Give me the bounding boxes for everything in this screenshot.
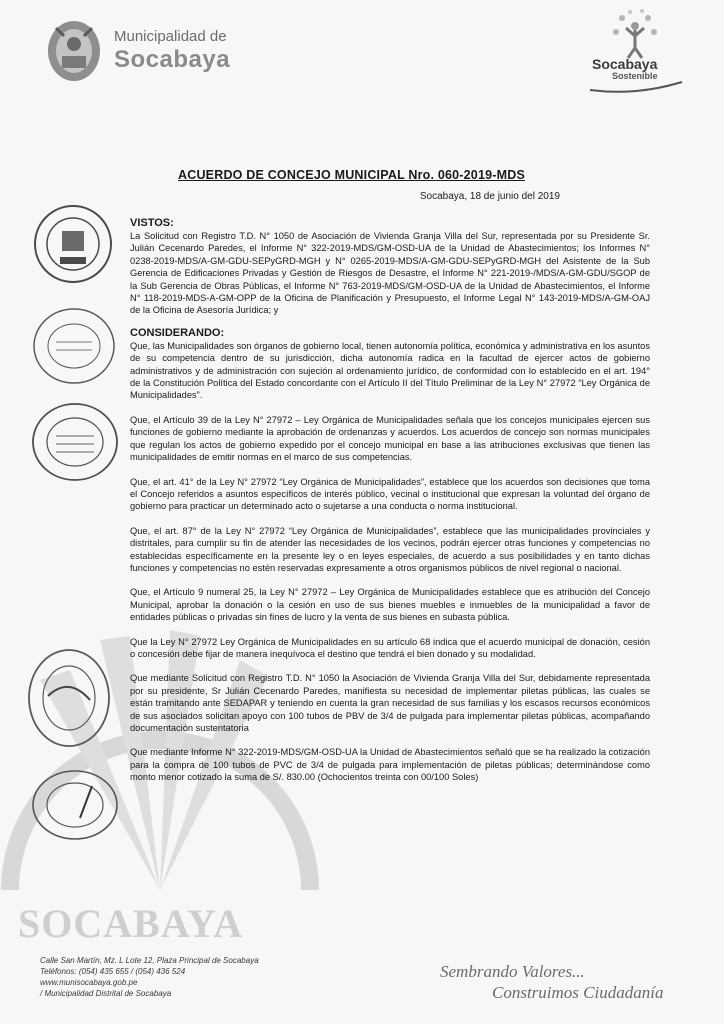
considerando-paragraph: Que, el art. 87° de la Ley N° 27972 “Ley Orgánica de Municipalidades”, establece que las municipalidades provinciales y distritales, para cumplir su fin de atender las necesidades de los vecinos, podrán ejercer otras funciones y competencias no establecidas específicamente en la presente ley o en leyes especiales, de acuerdo a sus posibilidades y en tanto dichas funciones y competencias no estén reservadas expresamente a otros organismos públicos de nivel regional o nacional. (130, 525, 650, 573)
considerando-paragraph: Que, el Artículo 9 numeral 25, la Ley N° 27972 – Ley Orgánica de Municipalidades establece que es atribución del Concejo Municipal, aprobar la donación o la cesión en uso de sus bienes muebles e inmuebles de la municipalidad a favor de entidades públicas o privadas sin fines de lucro y la venta de sus bienes en subasta pública. (130, 587, 650, 623)
considerando-paragraph: Que mediante Informe N° 322-2019-MDS/GM-OSD-UA la Unidad de Abastecimientos señaló que se ha realizado la cotización para la compra de 100 tubos de PVC de 3/4 de pulgada para implementación de piletas públicas; determinándose como monto menor cotizado la suma de S/. 830.00 (Ochocientos treinta con 00/100 Soles) (130, 747, 650, 783)
swoosh-icon (588, 80, 684, 94)
footer-contact (40, 955, 259, 999)
vistos-heading: VISTOS: (130, 217, 174, 229)
document-date: Socabaya, 18 de junio del 2019 (419, 191, 560, 202)
document-body (130, 217, 650, 796)
document-title: ACUERDO DE CONCEJO MUNICIPAL Nro. 060-2019-MDS (178, 168, 525, 182)
brand-subtitle: Sostenible (612, 71, 658, 81)
footer-address: Calle San Martín, Mz. L Lote 12, Plaza Principal de Socabaya (40, 956, 259, 965)
planning-seal (30, 768, 120, 842)
legal-office-seal (30, 400, 120, 484)
considerando-paragraph: Que, las Municipalidades son órganos de gobierno local, tienen autonomía política, económica y administrativa en los asuntos de su competencia dentro de su jurisdicción, dicha autonomía radica en la facultad de ejercer actos de gobierno administrativos y de administración con sujeción al ordenamiento jurídico, de conformidad con lo establecido en el art. 194° de la Constitución Política del Estado concordante con el Artículo II del Título Preliminar de la Ley N° 27972 “Ley Orgánica de Municipalidades”. (130, 340, 650, 401)
considerando-paragraph: Que, el Artículo 39 de la Ley N° 27972 – Ley Orgánica de Municipalidades señala que los concejos municipales ejercen sus funciones de gobierno mediante la aprobación de ordenanzas y acuerdos. Los acuerdos de concejo son normas municipales que regulan los actos de gobierno expedido por el concejo municipal en base a las atribuciones exclusivas que tienen las municipalidades de emitir normas en el marco de sus competencias. (130, 414, 650, 463)
watermark-text: SOCABAYA (18, 901, 244, 946)
vistos-paragraph: La Solicitud con Registro T.D. N° 1050 de Asociación de Vivienda Granja Villa del Sur, representada por su Presidente Sr. Julián Cecenardo Paredes, el Informe N° 322-2019-MDS/GM-OSD-UA de la Unidad de Abastecimientos; los Informes N° 0238-2019-MDS/A-GM-GDU-SEPyGRD-MGH y N° 0265-2019-MDS/A-GM-GDU-SEPyGRD-MGH del Asistente de la Sub Gerencia de Edificaciones Privadas y Gestión de Riesgos de Desastre, el Informe N° 221-2019-/MDS/A-GM-GDU/SGOP de la Sub Gerencia de Obras Públicas, el Informe N° 763-2019-MDS/GM-OSD-UA de la Unidad de Abastecimientos, el Informe N° 118-2019-MDS-A-GM-OPP de la Oficina de Planificación y Presupuesto, el Informe Legal N° 143-2019-MDS/A-GM-OAJ de la Oficina de Asesoría Jurídica; y (130, 231, 650, 316)
municipal-crest-icon (44, 18, 104, 84)
mayor-seal (32, 203, 114, 285)
brand-name: Socabaya (592, 56, 658, 72)
footer-website[interactable]: www.munisocabaya.gob.pe (40, 978, 138, 987)
municipality-label: Municipalidad de (114, 28, 227, 45)
slogan-line-1: Sembrando Valores... (440, 962, 585, 981)
municipality-name: Socabaya (114, 46, 231, 73)
district-seal (26, 646, 112, 750)
gerencia-seal (32, 306, 116, 386)
footer-facebook[interactable]: / Municipalidad Distrital de Socabaya (40, 989, 172, 998)
footer-phones: Teléfonos: (054) 435 655 / (054) 436 524 (40, 967, 186, 976)
considerando-heading: CONSIDERANDO: (130, 326, 225, 339)
considerando-paragraph: Que la Ley N° 27972 Ley Orgánica de Municipalidades en su artículo 68 indica que el acuerdo municipal de donación, cesión o concesión debe fijar de manera inequívoca el destino que tendrá el bien donado y su modalidad. (130, 636, 650, 659)
slogan-line-2: Construimos Ciudadanía (492, 983, 664, 1002)
considerando-paragraph: Que, el art. 41° de la Ley N° 27972 “Ley Orgánica de Municipalidades”, establece que los acuerdos son decisiones que toma el Concejo referidos a asuntos específicos de interés público, vecinal o institucional que expresan la voluntad del órgano de gobierno para practicar un determinado acto o sujetarse a una conducta o norma institucional. (130, 476, 650, 512)
considerando-paragraph: Que mediante Solicitud con Registro T.D. N° 1050 la Asociación de Vivienda Granja Villa del Sur, debidamente representada por su presidente, Sr Julián Cecenardo Paredes, manifiesta su necesidad de implementar piletas públicas, las cuales se están tramitando ante SEDAPAR y teniendo en cuenta la gran necesidad de sus familias y los escasos recursos económicos de sus asociados solicitan apoyo con 100 tubos de PBV de 3/4 de pulgada para implementar piletas públicas, acompañando documentación sustentatoria (130, 673, 650, 733)
